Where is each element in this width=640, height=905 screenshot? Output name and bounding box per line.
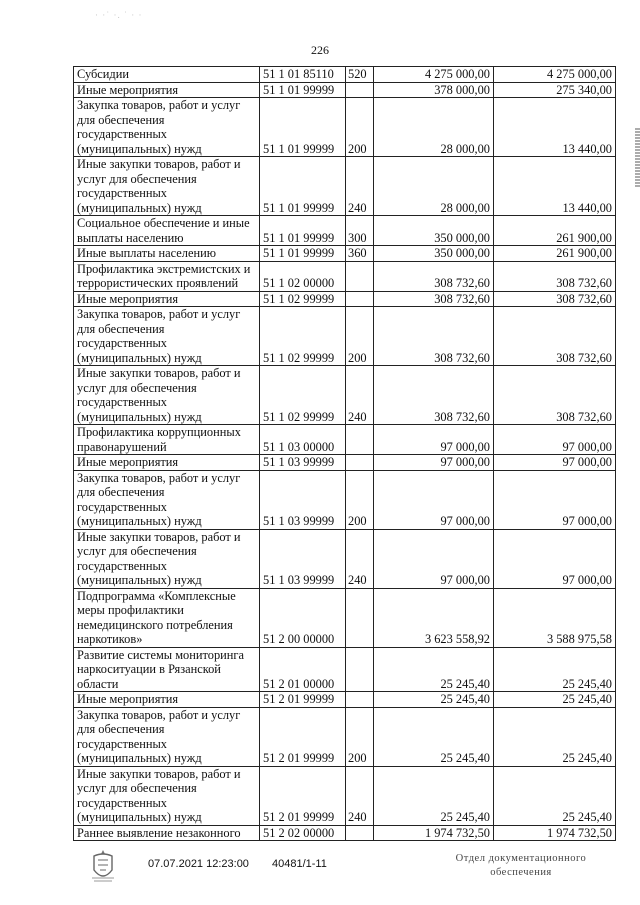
row-expense-type xyxy=(346,291,374,307)
stamp-line-2: обеспечения xyxy=(490,867,552,878)
table-row xyxy=(74,98,616,157)
footer-doc-number: 40481/1-11 xyxy=(272,858,327,870)
row-expense-type xyxy=(346,82,374,98)
row-code: 51 2 01 00000 xyxy=(260,647,346,692)
row-amount-plan: 350 000,00 xyxy=(374,216,494,246)
row-name: Социальное обеспечение и иные выплаты населению xyxy=(74,216,260,246)
footer-stamp xyxy=(446,852,596,880)
row-code: 51 1 02 99999 xyxy=(260,366,346,425)
row-name: Иные закупки товаров, работ и услуг для обеспечения государственных (муниципальных) нужд xyxy=(74,529,260,588)
table-row xyxy=(74,216,616,246)
row-name: Закупка товаров, работ и услуг для обеспечения государственных (муниципальных) нужд xyxy=(74,98,260,157)
footer-datetime: 07.07.2021 12:23:00 xyxy=(148,858,249,870)
row-code: 51 1 02 99999 xyxy=(260,291,346,307)
table-row xyxy=(74,307,616,366)
row-code: 51 1 01 85110 xyxy=(260,67,346,83)
table-row xyxy=(74,366,616,425)
row-name: Иные мероприятия xyxy=(74,291,260,307)
row-amount-plan: 308 732,60 xyxy=(374,307,494,366)
row-expense-type xyxy=(346,825,374,841)
table-row xyxy=(74,692,616,708)
table-row xyxy=(74,825,616,841)
page-number: 226 xyxy=(311,43,329,57)
row-amount-fact: 97 000,00 xyxy=(494,470,616,529)
row-name: Иные мероприятия xyxy=(74,692,260,708)
row-code: 51 1 01 99999 xyxy=(260,216,346,246)
row-amount-fact: 25 245,40 xyxy=(494,647,616,692)
row-name: Субсидии xyxy=(74,67,260,83)
row-amount-fact: 97 000,00 xyxy=(494,529,616,588)
row-name: Иные закупки товаров, работ и услуг для обеспечения государственных (муниципальных) нужд xyxy=(74,766,260,825)
table-row xyxy=(74,455,616,471)
row-expense-type: 240 xyxy=(346,766,374,825)
table-row xyxy=(74,529,616,588)
row-amount-fact: 4 275 000,00 xyxy=(494,67,616,83)
row-name: Иные закупки товаров, работ и услуг для обеспечения государственных (муниципальных) нужд xyxy=(74,157,260,216)
row-amount-plan: 308 732,60 xyxy=(374,261,494,291)
table-row xyxy=(74,67,616,83)
table-row xyxy=(74,82,616,98)
row-amount-plan: 25 245,40 xyxy=(374,707,494,766)
row-code: 51 1 01 99999 xyxy=(260,82,346,98)
budget-table xyxy=(73,66,616,841)
row-amount-plan: 97 000,00 xyxy=(374,455,494,471)
row-amount-plan: 378 000,00 xyxy=(374,82,494,98)
row-code: 51 2 01 99999 xyxy=(260,766,346,825)
row-code: 51 2 02 00000 xyxy=(260,825,346,841)
row-expense-type: 360 xyxy=(346,246,374,262)
row-amount-plan: 25 245,40 xyxy=(374,647,494,692)
row-name: Раннее выявление незаконного xyxy=(74,825,260,841)
table-row xyxy=(74,157,616,216)
row-amount-fact: 25 245,40 xyxy=(494,766,616,825)
row-amount-fact: 308 732,60 xyxy=(494,261,616,291)
row-amount-fact: 308 732,60 xyxy=(494,307,616,366)
row-amount-fact: 1 974 732,50 xyxy=(494,825,616,841)
row-amount-fact: 25 245,40 xyxy=(494,707,616,766)
row-expense-type: 240 xyxy=(346,366,374,425)
row-code: 51 1 02 99999 xyxy=(260,307,346,366)
row-expense-type xyxy=(346,455,374,471)
table-row xyxy=(74,588,616,647)
row-code: 51 2 01 99999 xyxy=(260,692,346,708)
row-code: 51 1 03 99999 xyxy=(260,529,346,588)
row-expense-type: 200 xyxy=(346,307,374,366)
row-amount-plan: 308 732,60 xyxy=(374,366,494,425)
row-code: 51 1 02 00000 xyxy=(260,261,346,291)
row-expense-type: 200 xyxy=(346,98,374,157)
row-expense-type xyxy=(346,692,374,708)
row-code: 51 1 03 00000 xyxy=(260,425,346,455)
row-amount-fact: 97 000,00 xyxy=(494,455,616,471)
row-amount-plan: 97 000,00 xyxy=(374,529,494,588)
row-code: 51 1 03 99999 xyxy=(260,455,346,471)
row-amount-plan: 1 974 732,50 xyxy=(374,825,494,841)
table-row xyxy=(74,766,616,825)
scan-artifact: · ·˙ ·. ˙ · · xyxy=(95,10,143,20)
row-amount-fact: 308 732,60 xyxy=(494,291,616,307)
row-expense-type xyxy=(346,588,374,647)
row-name: Закупка товаров, работ и услуг для обеспечения государственных (муниципальных) нужд xyxy=(74,307,260,366)
row-expense-type xyxy=(346,425,374,455)
row-name: Закупка товаров, работ и услуг для обеспечения государственных (муниципальных) нужд xyxy=(74,707,260,766)
row-name: Иные выплаты населению xyxy=(74,246,260,262)
row-amount-plan: 97 000,00 xyxy=(374,470,494,529)
row-amount-fact: 25 245,40 xyxy=(494,692,616,708)
row-code: 51 1 03 99999 xyxy=(260,470,346,529)
scan-edge-mark xyxy=(635,128,640,188)
row-expense-type: 240 xyxy=(346,529,374,588)
row-expense-type: 240 xyxy=(346,157,374,216)
table-row xyxy=(74,246,616,262)
row-amount-plan: 97 000,00 xyxy=(374,425,494,455)
row-code: 51 2 00 00000 xyxy=(260,588,346,647)
row-amount-fact: 275 340,00 xyxy=(494,82,616,98)
row-amount-fact: 13 440,00 xyxy=(494,157,616,216)
row-amount-plan: 3 623 558,92 xyxy=(374,588,494,647)
stamp-line-1: Отдел документационного xyxy=(455,853,587,864)
row-code: 51 2 01 99999 xyxy=(260,707,346,766)
row-amount-fact: 3 588 975,58 xyxy=(494,588,616,647)
budget-table-body xyxy=(74,67,616,841)
row-expense-type xyxy=(346,261,374,291)
row-name: Развитие системы мониторинга наркоситуации в Рязанской области xyxy=(74,647,260,692)
table-row xyxy=(74,291,616,307)
row-amount-plan: 25 245,40 xyxy=(374,692,494,708)
row-code: 51 1 01 99999 xyxy=(260,98,346,157)
row-name: Профилактика коррупционных правонарушений xyxy=(74,425,260,455)
row-expense-type: 200 xyxy=(346,470,374,529)
row-amount-fact: 97 000,00 xyxy=(494,425,616,455)
row-amount-fact: 261 900,00 xyxy=(494,246,616,262)
row-amount-fact: 308 732,60 xyxy=(494,366,616,425)
row-expense-type xyxy=(346,647,374,692)
row-name: Подпрограмма «Комплексные меры профилактики немедицинского потребления наркотиков» xyxy=(74,588,260,647)
table-row xyxy=(74,425,616,455)
row-amount-plan: 308 732,60 xyxy=(374,291,494,307)
row-amount-plan: 25 245,40 xyxy=(374,766,494,825)
row-name: Иные мероприятия xyxy=(74,82,260,98)
row-name: Иные закупки товаров, работ и услуг для обеспечения государственных (муниципальных) нужд xyxy=(74,366,260,425)
row-expense-type: 520 xyxy=(346,67,374,83)
row-code: 51 1 01 99999 xyxy=(260,246,346,262)
row-amount-plan: 28 000,00 xyxy=(374,98,494,157)
table-row xyxy=(74,647,616,692)
row-expense-type: 300 xyxy=(346,216,374,246)
row-amount-plan: 350 000,00 xyxy=(374,246,494,262)
row-code: 51 1 01 99999 xyxy=(260,157,346,216)
row-amount-fact: 13 440,00 xyxy=(494,98,616,157)
row-name: Закупка товаров, работ и услуг для обеспечения государственных (муниципальных) нужд xyxy=(74,470,260,529)
row-amount-plan: 28 000,00 xyxy=(374,157,494,216)
row-name: Профилактика экстремистских и террористических проявлений xyxy=(74,261,260,291)
coat-of-arms-icon xyxy=(88,848,118,884)
table-row xyxy=(74,707,616,766)
table-row xyxy=(74,470,616,529)
table-row xyxy=(74,261,616,291)
row-amount-fact: 261 900,00 xyxy=(494,216,616,246)
row-expense-type: 200 xyxy=(346,707,374,766)
row-name: Иные мероприятия xyxy=(74,455,260,471)
row-amount-plan: 4 275 000,00 xyxy=(374,67,494,83)
